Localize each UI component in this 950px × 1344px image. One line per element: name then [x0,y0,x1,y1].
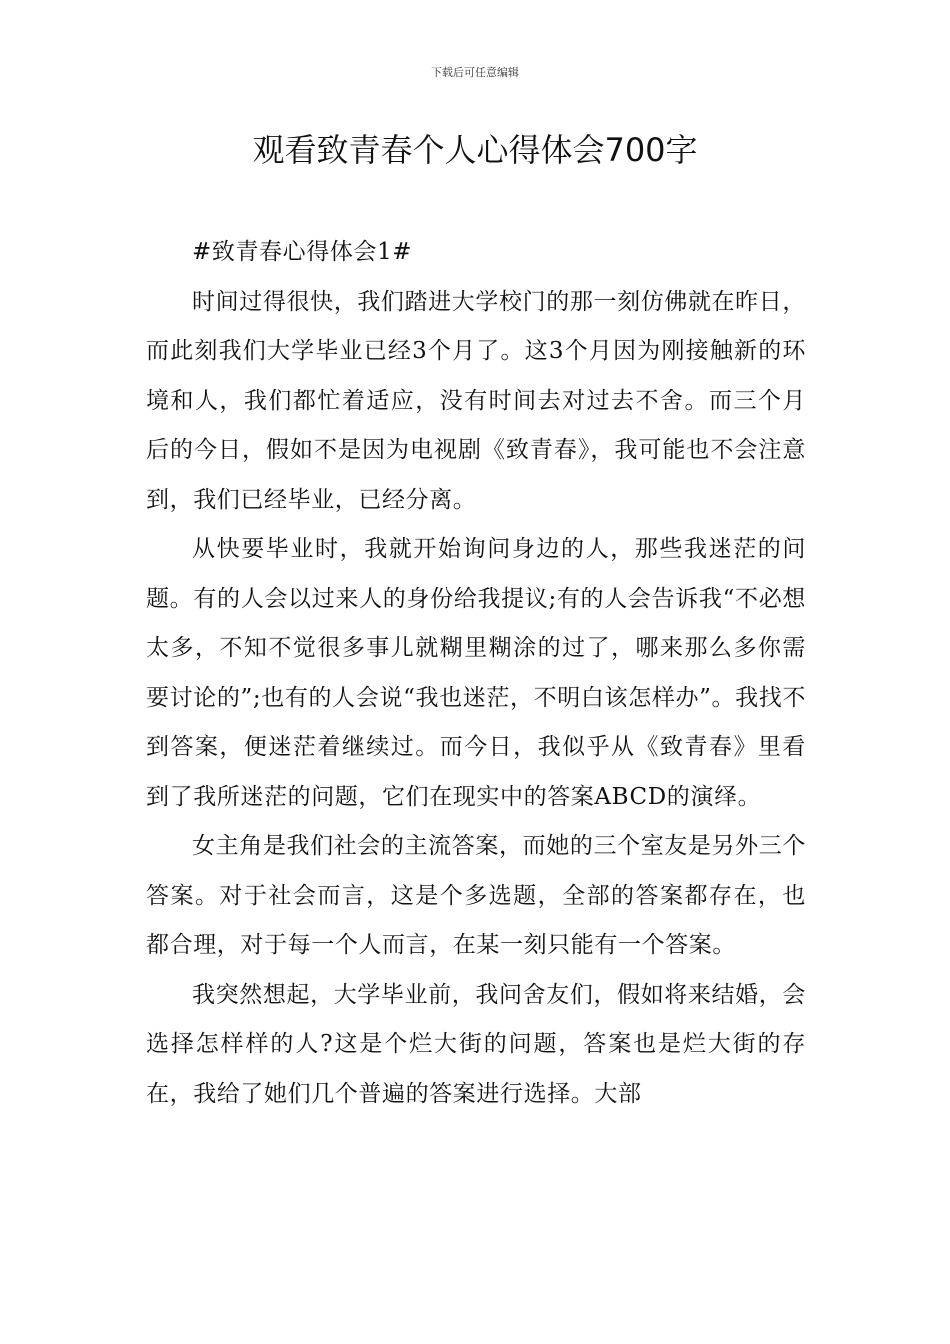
paragraph-3: 女主角是我们社会的主流答案，而她的三个室友是另外三个答案。对于社会而言，这是个多选题，全部的答案都存在，也都合理，对于每一个人而言，在某一刻只能有一个答案。 [146,833,806,958]
section-heading: #致青春心得体会1# [192,239,413,265]
paragraph-4: 我突然想起，大学毕业前，我问舍友们，假如将来结婚，会选择怎样样的人?这是个烂大街的问题，答案也是烂大街的存在，我给了她们几个普遍的答案进行选择。大部 [146,981,806,1107]
document-body [146,228,806,1119]
header-note: 下载后可任意编辑 [431,66,519,79]
paragraph-1: 时间过得很快，我们踏进大学校门的那一刻仿佛就在昨日，而此刻我们大学毕业已经3个月了。这3个月因为刚接触新的环境和人，我们都忙着适应，没有时间去对过去不舍。而三个月后的今日，假如不是因为电视剧《致青春》，我可能也不会注意到，我们已经毕业，已经分离。 [146,288,806,513]
document-title: 观看致青春个人心得体会700字 [252,131,698,169]
paragraph-2: 从快要毕业时，我就开始询问身边的人，那些我迷茫的问题。有的人会以过来人的身份给我提议;有的人会告诉我“不必想太多，不知不觉很多事儿就糊里糊涂的过了，哪来那么多你需要讨论的”;也有的人会说“我也迷茫，不明白该怎样办”。我找不到答案，便迷茫着继续过。而今日，我似乎从《致青春》里看到了我所迷茫的问题，它们在现实中的答案ABCD的演绎。 [146,536,806,810]
